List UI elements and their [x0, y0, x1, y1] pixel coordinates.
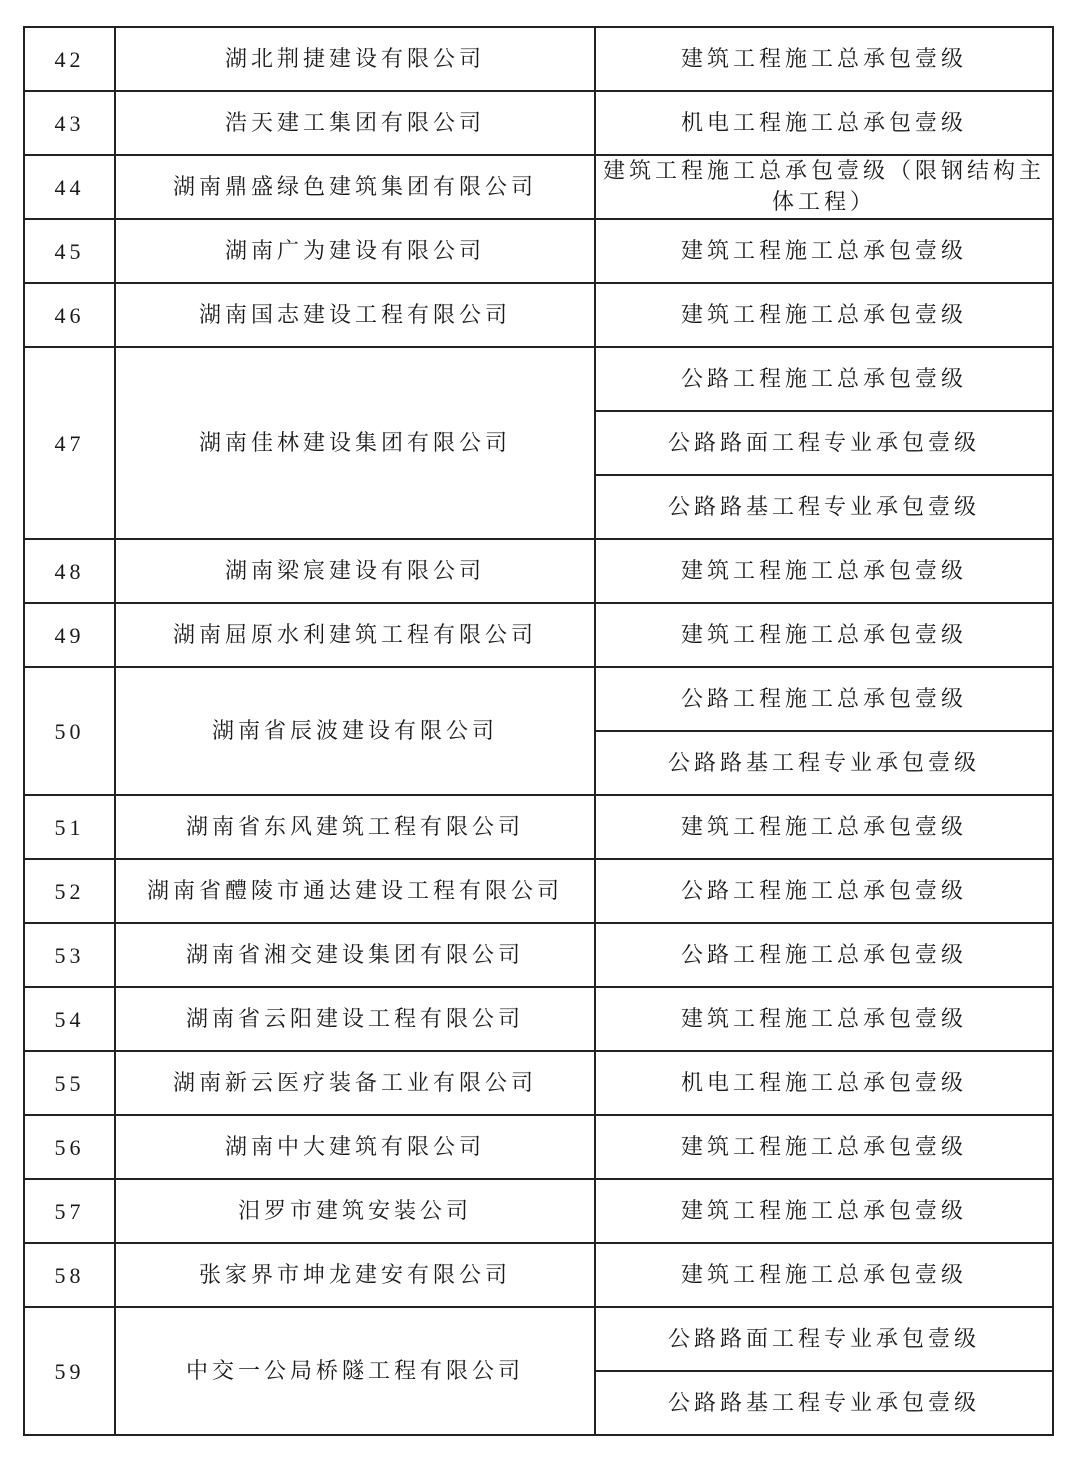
qualification: 公路工程施工总承包壹级 — [595, 923, 1053, 987]
table-row — [24, 923, 1053, 987]
qualification: 建筑工程施工总承包壹级 — [595, 987, 1053, 1051]
qualification: 建筑工程施工总承包壹级 — [595, 1115, 1053, 1179]
company-name: 湖南梁宸建设有限公司 — [115, 539, 595, 603]
company-name: 湖南广为建设有限公司 — [115, 219, 595, 283]
table-row — [24, 603, 1053, 667]
qualification: 公路工程施工总承包壹级 — [595, 859, 1053, 923]
table-row — [24, 987, 1053, 1051]
table-row — [24, 859, 1053, 923]
row-number: 57 — [24, 1179, 115, 1243]
table-body — [24, 27, 1053, 1435]
company-name: 张家界市坤龙建安有限公司 — [115, 1243, 595, 1307]
company-name: 湖南省湘交建设集团有限公司 — [115, 923, 595, 987]
row-number: 52 — [24, 859, 115, 923]
qualification-table — [23, 26, 1054, 1436]
qualification: 建筑工程施工总承包壹级 — [595, 1179, 1053, 1243]
qualification: 建筑工程施工总承包壹级 — [595, 283, 1053, 347]
row-number: 49 — [24, 603, 115, 667]
row-number: 47 — [24, 347, 115, 539]
qualification: 机电工程施工总承包壹级 — [595, 91, 1053, 155]
qualification: 公路路基工程专业承包壹级 — [595, 731, 1053, 795]
qualification: 建筑工程施工总承包壹级 — [595, 1243, 1053, 1307]
row-number: 46 — [24, 283, 115, 347]
table-row — [24, 1307, 1053, 1371]
company-name: 中交一公局桥隧工程有限公司 — [115, 1307, 595, 1435]
company-name: 湖南中大建筑有限公司 — [115, 1115, 595, 1179]
company-name: 湖南省醴陵市通达建设工程有限公司 — [115, 859, 595, 923]
company-name: 湖南佳林建设集团有限公司 — [115, 347, 595, 539]
table-row — [24, 219, 1053, 283]
table-row — [24, 1051, 1053, 1115]
company-name: 湖南鼎盛绿色建筑集团有限公司 — [115, 155, 595, 219]
company-name: 湖南省云阳建设工程有限公司 — [115, 987, 595, 1051]
qualification: 建筑工程施工总承包壹级 — [595, 27, 1053, 91]
row-number: 48 — [24, 539, 115, 603]
table-row — [24, 347, 1053, 411]
row-number: 43 — [24, 91, 115, 155]
qualification: 机电工程施工总承包壹级 — [595, 1051, 1053, 1115]
row-number: 50 — [24, 667, 115, 795]
qualification: 公路工程施工总承包壹级 — [595, 667, 1053, 731]
company-name: 湖南国志建设工程有限公司 — [115, 283, 595, 347]
row-number: 59 — [24, 1307, 115, 1435]
row-number: 42 — [24, 27, 115, 91]
table-row — [24, 667, 1053, 731]
qualification: 公路路基工程专业承包壹级 — [595, 475, 1053, 539]
row-number: 45 — [24, 219, 115, 283]
table-row — [24, 91, 1053, 155]
table-row — [24, 283, 1053, 347]
company-name: 湖南省辰波建设有限公司 — [115, 667, 595, 795]
table-row — [24, 1243, 1053, 1307]
qualification: 公路路面工程专业承包壹级 — [595, 411, 1053, 475]
company-name: 湖北荆捷建设有限公司 — [115, 27, 595, 91]
company-name: 汨罗市建筑安装公司 — [115, 1179, 595, 1243]
company-name: 湖南新云医疗装备工业有限公司 — [115, 1051, 595, 1115]
qualification: 建筑工程施工总承包壹级 — [595, 603, 1053, 667]
table-row — [24, 155, 1053, 219]
row-number: 56 — [24, 1115, 115, 1179]
table-row — [24, 539, 1053, 603]
row-number: 51 — [24, 795, 115, 859]
table-row — [24, 27, 1053, 91]
row-number: 53 — [24, 923, 115, 987]
qualification: 建筑工程施工总承包壹级 — [595, 219, 1053, 283]
row-number: 58 — [24, 1243, 115, 1307]
qualification: 公路工程施工总承包壹级 — [595, 347, 1053, 411]
company-name: 湖南屈原水利建筑工程有限公司 — [115, 603, 595, 667]
table-row — [24, 1179, 1053, 1243]
table-row — [24, 795, 1053, 859]
row-number: 55 — [24, 1051, 115, 1115]
row-number: 54 — [24, 987, 115, 1051]
table-row — [24, 1115, 1053, 1179]
qualification: 公路路面工程专业承包壹级 — [595, 1307, 1053, 1371]
qualification: 公路路基工程专业承包壹级 — [595, 1371, 1053, 1435]
qualification: 建筑工程施工总承包壹级 — [595, 795, 1053, 859]
qualification: 建筑工程施工总承包壹级（限钢结构主体工程） — [595, 155, 1053, 219]
company-name: 浩天建工集团有限公司 — [115, 91, 595, 155]
company-name: 湖南省东风建筑工程有限公司 — [115, 795, 595, 859]
qualification: 建筑工程施工总承包壹级 — [595, 539, 1053, 603]
row-number: 44 — [24, 155, 115, 219]
